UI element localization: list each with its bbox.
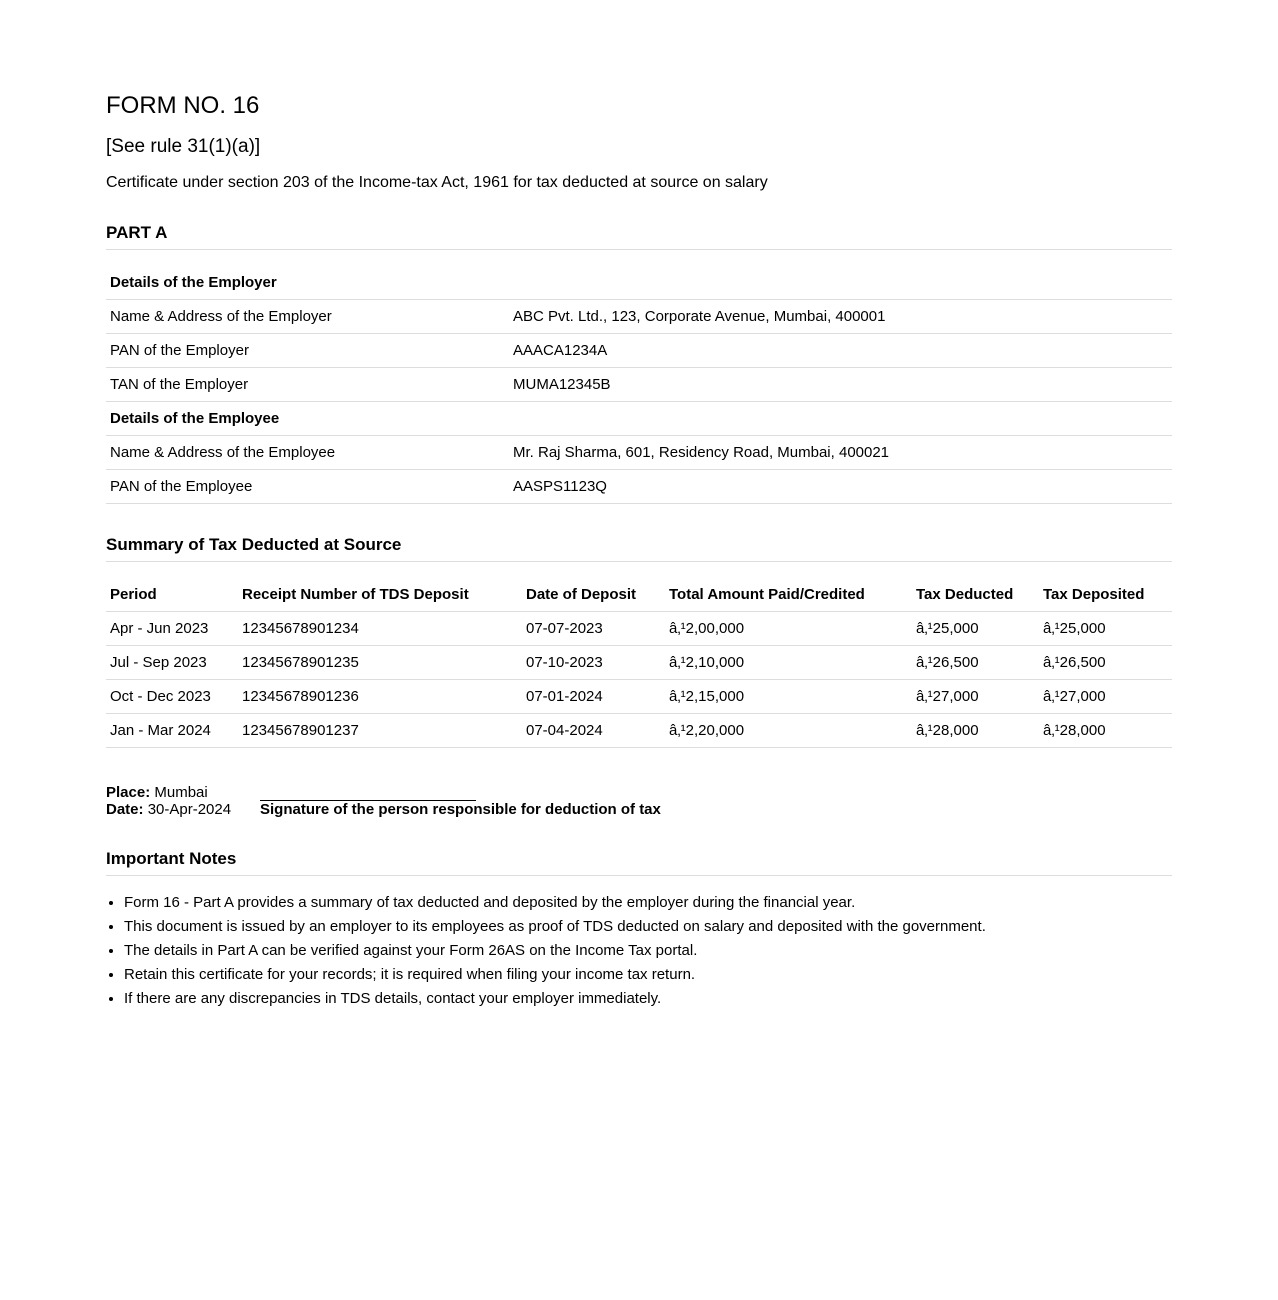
part-a-details-table	[106, 266, 1172, 504]
cell-total-amount: â‚¹2,20,000	[665, 714, 912, 748]
cell-receipt-number: 12345678901237	[238, 714, 522, 748]
employer-tan-label: TAN of the Employer	[106, 368, 509, 402]
column-header-total-amount: Total Amount Paid/Credited	[665, 578, 912, 612]
table-header-row	[106, 578, 1172, 612]
table-row	[106, 470, 1172, 504]
cell-tax-deposited: â‚¹28,000	[1039, 714, 1172, 748]
cell-tax-deposited: â‚¹27,000	[1039, 680, 1172, 714]
employer-group-row	[106, 266, 1172, 300]
table-row	[106, 436, 1172, 470]
cell-date-of-deposit: 07-01-2024	[522, 680, 665, 714]
list-item: • If there are any discrepancies in TDS details, contact your employer immediately.	[124, 987, 1172, 1011]
column-header-receipt-number: Receipt Number of TDS Deposit	[238, 578, 522, 612]
cell-period: Oct - Dec 2023	[106, 680, 238, 714]
cell-receipt-number: 12345678901236	[238, 680, 522, 714]
date-line	[106, 801, 231, 818]
employer-name-label: Name & Address of the Employer	[106, 300, 509, 334]
place-value: Mumbai	[154, 784, 208, 801]
column-header-date-of-deposit: Date of Deposit	[522, 578, 665, 612]
employer-tan-value: MUMA12345B	[509, 368, 1172, 402]
important-notes-list	[106, 891, 1172, 1011]
cell-date-of-deposit: 07-10-2023	[522, 646, 665, 680]
employer-pan-value: AAACA1234A	[509, 334, 1172, 368]
place-label: Place:	[106, 784, 151, 801]
employee-details-heading: Details of the Employee	[106, 402, 1172, 436]
cell-receipt-number: 12345678901234	[238, 612, 522, 646]
certificate-description: Certificate under section 203 of the Income-tax Act, 1961 for tax deducted at source on salary	[106, 174, 768, 191]
table-row	[106, 680, 1172, 714]
cell-period: Jan - Mar 2024	[106, 714, 238, 748]
list-item: • Retain this certificate for your records; it is required when filing your income tax return.	[124, 963, 1172, 987]
list-item: • The details in Part A can be verified against your Form 26AS on the Income Tax portal.	[124, 939, 1172, 963]
employer-details-heading: Details of the Employer	[106, 266, 1172, 300]
column-header-period: Period	[106, 578, 238, 612]
list-item: • Form 16 - Part A provides a summary of tax deducted and deposited by the employer during the financial year.	[124, 891, 1172, 915]
cell-total-amount: â‚¹2,00,000	[665, 612, 912, 646]
employee-name-value: Mr. Raj Sharma, 601, Residency Road, Mumbai, 400021	[509, 436, 1172, 470]
cell-total-amount: â‚¹2,10,000	[665, 646, 912, 680]
employee-pan-value: AASPS1123Q	[509, 470, 1172, 504]
cell-tax-deducted: â‚¹28,000	[912, 714, 1039, 748]
cell-tax-deducted: â‚¹25,000	[912, 612, 1039, 646]
table-row	[106, 334, 1172, 368]
cell-date-of-deposit: 07-07-2023	[522, 612, 665, 646]
place-line	[106, 784, 231, 801]
cell-receipt-number: 12345678901235	[238, 646, 522, 680]
employee-pan-label: PAN of the Employee	[106, 470, 509, 504]
column-header-tax-deducted: Tax Deducted	[912, 578, 1039, 612]
cell-date-of-deposit: 07-04-2024	[522, 714, 665, 748]
list-item: • This document is issued by an employer to its employees as proof of TDS deducted on salary and deposited with the government.	[124, 915, 1172, 939]
table-row	[106, 612, 1172, 646]
signature-label: Signature of the person responsible for deduction of tax	[260, 801, 661, 818]
column-header-tax-deposited: Tax Deposited	[1039, 578, 1172, 612]
part-a-heading: PART A	[106, 223, 1172, 250]
cell-period: Apr - Jun 2023	[106, 612, 238, 646]
table-row	[106, 646, 1172, 680]
table-row	[106, 368, 1172, 402]
table-row	[106, 300, 1172, 334]
cell-tax-deducted: â‚¹26,500	[912, 646, 1039, 680]
employer-name-value: ABC Pvt. Ltd., 123, Corporate Avenue, Mumbai, 400001	[509, 300, 1172, 334]
cell-total-amount: â‚¹2,15,000	[665, 680, 912, 714]
important-notes-heading: Important Notes	[106, 849, 1172, 876]
date-value: 30-Apr-2024	[147, 801, 232, 818]
cell-tax-deposited: â‚¹26,500	[1039, 646, 1172, 680]
cell-tax-deducted: â‚¹27,000	[912, 680, 1039, 714]
form-title: FORM NO. 16	[106, 92, 260, 119]
cell-period: Jul - Sep 2023	[106, 646, 238, 680]
place-date-block	[106, 784, 231, 818]
employer-pan-label: PAN of the Employer	[106, 334, 509, 368]
employee-name-label: Name & Address of the Employee	[106, 436, 509, 470]
rule-reference: [See rule 31(1)(a)]	[106, 136, 261, 157]
table-row	[106, 714, 1172, 748]
date-label: Date:	[106, 801, 144, 818]
employee-group-row	[106, 402, 1172, 436]
tds-summary-heading: Summary of Tax Deducted at Source	[106, 535, 1172, 562]
tds-summary-table	[106, 578, 1172, 748]
cell-tax-deposited: â‚¹25,000	[1039, 612, 1172, 646]
